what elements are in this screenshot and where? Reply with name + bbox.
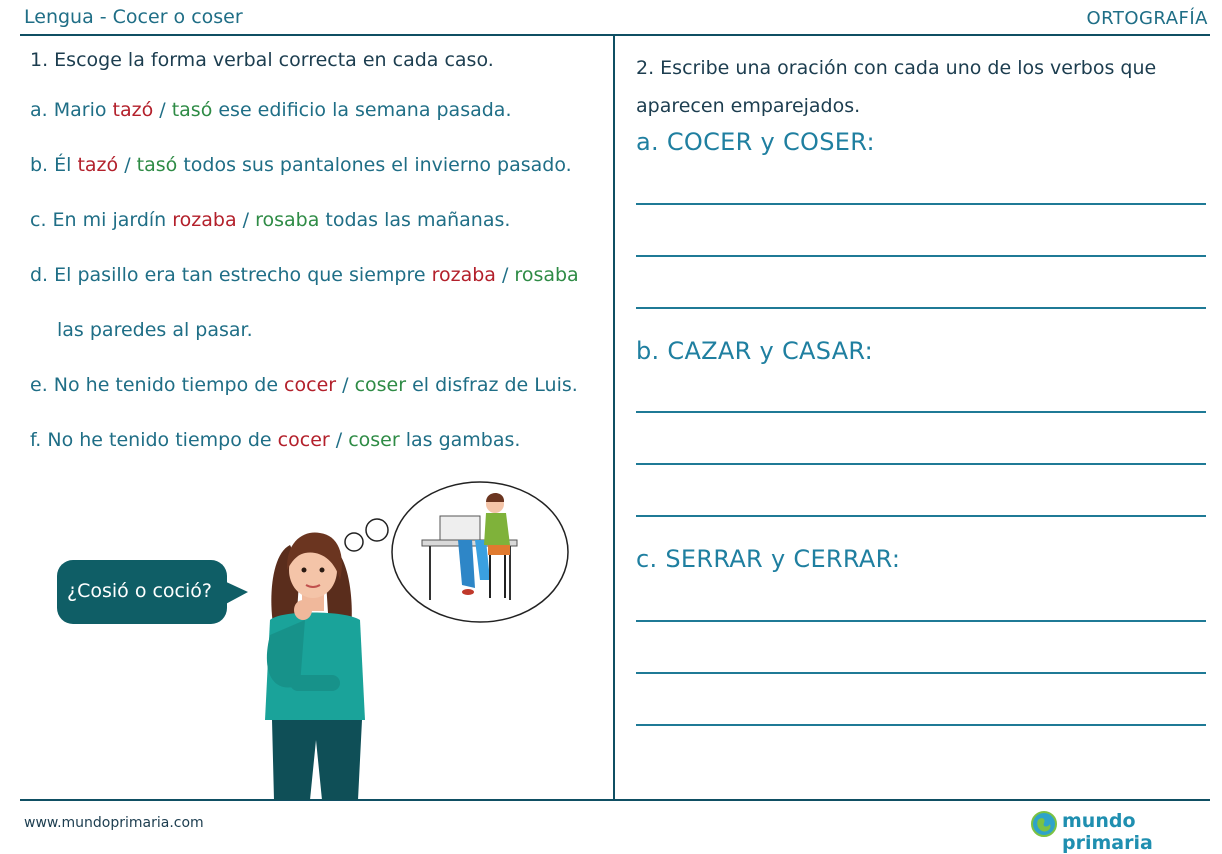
option-separator: / xyxy=(329,429,349,451)
option-right[interactable]: coser xyxy=(348,429,400,451)
option-wrong[interactable]: cocer xyxy=(277,429,330,451)
option-wrong[interactable]: rozaba xyxy=(172,209,237,231)
bottom-rule xyxy=(20,799,1210,801)
brand-logo-text: mundo primaria xyxy=(1062,810,1153,854)
item-text: e. No he tenido tiempo de xyxy=(30,374,285,396)
item-text: ese edificio la semana pasada. xyxy=(212,99,512,121)
answer-line[interactable] xyxy=(636,203,1206,205)
item-text: el disfraz de Luis. xyxy=(406,374,578,396)
exercise1-item-c xyxy=(30,209,510,231)
option-separator: / xyxy=(236,209,256,231)
item-text: todas las mañanas. xyxy=(319,209,511,231)
option-wrong[interactable]: tazó xyxy=(112,99,154,121)
option-wrong[interactable]: rozaba xyxy=(431,264,496,286)
answer-line[interactable] xyxy=(636,255,1206,257)
exercise2-pair-b: b. CAZAR y CASAR: xyxy=(636,337,874,365)
item-text: c. En mi jardín xyxy=(30,209,173,231)
answer-line[interactable] xyxy=(636,307,1206,309)
item-text: las gambas. xyxy=(399,429,521,451)
item-text: b. Él xyxy=(30,154,78,176)
item-text: todos sus pantalones el invierno pasado. xyxy=(177,154,572,176)
option-right[interactable]: rosaba xyxy=(255,209,320,231)
option-right[interactable]: coser xyxy=(354,374,407,396)
exercise2-instruction: 2. Escribe una oración con cada uno de los verbos que aparecen emparejados. xyxy=(636,57,1157,117)
exercise1-instruction: 1. Escoge la forma verbal correcta en cada caso. xyxy=(30,49,494,71)
exercise2-pair-c: c. SERRAR y CERRAR: xyxy=(636,545,901,573)
exercise1-item-b xyxy=(30,154,572,176)
option-wrong[interactable]: tazó xyxy=(77,154,119,176)
answer-line[interactable] xyxy=(636,463,1206,465)
globe-logo-icon xyxy=(1030,810,1058,838)
worksheet-subject: Lengua - Cocer o coser xyxy=(24,6,243,28)
answer-line[interactable] xyxy=(636,672,1206,674)
item-text: f. No he tenido tiempo de xyxy=(30,429,278,451)
option-separator: / xyxy=(336,374,355,396)
worksheet-category: ORTOGRAFÍA xyxy=(1086,8,1208,29)
top-rule xyxy=(20,34,1210,36)
speech-bubble-text: ¿Cosió o coció? xyxy=(67,580,212,602)
speech-bubble-tail xyxy=(222,580,252,610)
answer-line[interactable] xyxy=(636,724,1206,726)
exercise2-pair-a: a. COCER y COSER: xyxy=(636,128,875,156)
footer-url[interactable]: www.mundoprimaria.com xyxy=(24,815,204,831)
item-text: d. El pasillo era tan estrecho que siempre xyxy=(30,264,432,286)
answer-line[interactable] xyxy=(636,620,1206,622)
exercise1-item-e xyxy=(30,374,578,396)
exercise1-item-a xyxy=(30,99,512,121)
thought-bubble xyxy=(340,480,580,630)
option-separator: / xyxy=(118,154,137,176)
option-right[interactable]: tasó xyxy=(171,99,213,121)
column-divider xyxy=(613,35,615,801)
exercise1-item-d-continuation: las paredes al pasar. xyxy=(57,319,253,341)
option-right[interactable]: tasó xyxy=(136,154,178,176)
option-wrong[interactable]: cocer xyxy=(284,374,337,396)
exercise1-item-f xyxy=(30,429,520,451)
item-text: a. Mario xyxy=(30,99,113,121)
option-separator: / xyxy=(495,264,515,286)
answer-line[interactable] xyxy=(636,411,1206,413)
option-right[interactable]: rosaba xyxy=(514,264,579,286)
exercise1-item-d xyxy=(30,264,579,286)
option-separator: / xyxy=(153,99,172,121)
answer-line[interactable] xyxy=(636,515,1206,517)
